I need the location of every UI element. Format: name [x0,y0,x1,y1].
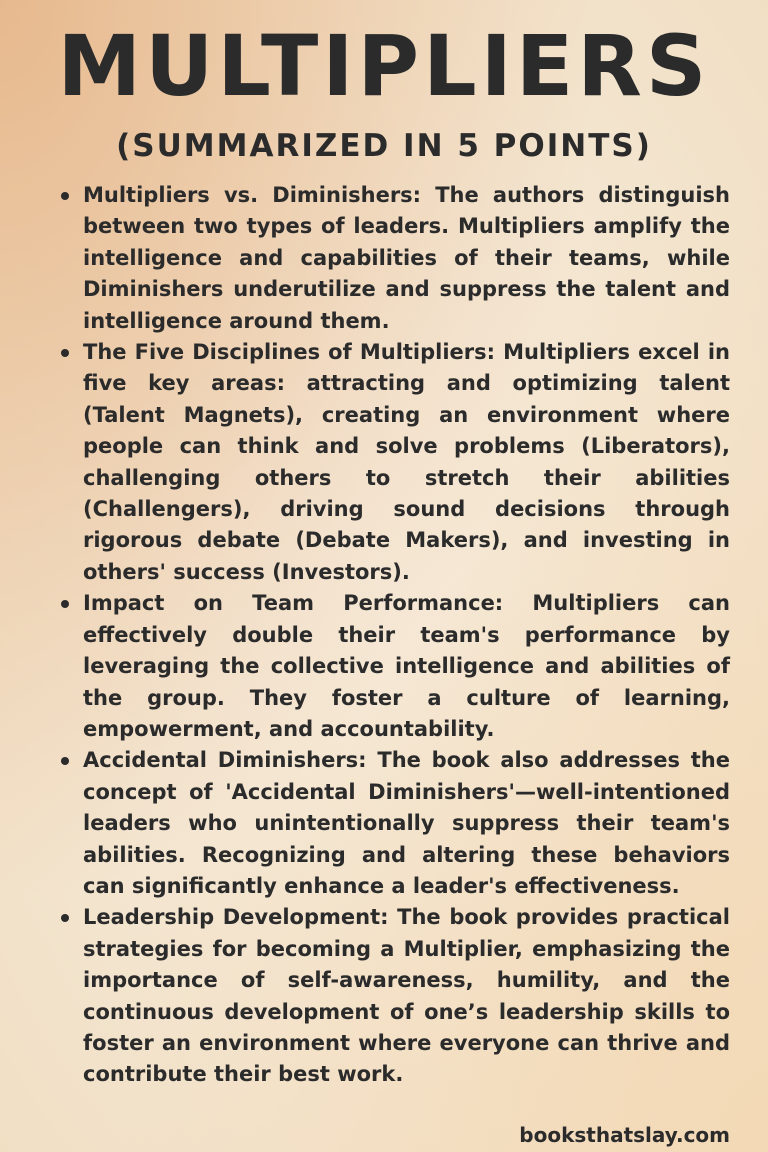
bullet-icon [61,757,69,765]
bullet-icon [61,192,69,200]
summary-points-list [58,180,730,1091]
summary-point-text: Leadership Development: The book provides practical strategies for becoming a Multiplier, emphasizing the importance of self-awareness, humility, and the continuous development of one’s leadership skills to foster an environment where everyone can thrive and contribute their best work. [83,905,730,1087]
bullet-icon [61,914,69,922]
summary-point-1 [58,180,730,337]
summary-point-text: Impact on Team Performance: Multipliers can effectively double their team's performance by leveraging the collective intelligence and abilities of the group. They foster a culture of learning, empowerment, and accountability. [83,591,730,741]
summary-point-text: Multipliers vs. Diminishers: The authors distinguish between two types of leaders. Multipliers amplify the intelligence and capabilities of their teams, while Diminishers underutilize and suppress the talent and intelligence around them. [83,183,730,333]
summary-point-text: The Five Disciplines of Multipliers: Multipliers excel in five key areas: attracting and optimizing talent (Talent Magnets), creating an environment where people can think and solve problems (Liberators), challenging others to stretch their abilities (Challengers), driving sound decisions through rigorous debate (Debate Makers), and investing in others' success (Investors). [83,340,730,584]
summary-point-3 [58,588,730,745]
summary-point-text: Accidental Diminishers: The book also addresses the concept of 'Accidental Diminishers'—well-intentioned leaders who unintentionally suppress their team's abilities. Recognizing and altering these behaviors can significantly enhance a leader's effectiveness. [83,748,730,898]
summary-point-5 [58,902,730,1090]
website-credit: booksthatslay.com [519,1123,730,1147]
page-title: MULTIPLIERS [57,17,711,115]
page-subtitle: (SUMMARIZED IN 5 POINTS) [116,128,652,164]
summary-point-2 [58,337,730,588]
bullet-icon [61,600,69,608]
bullet-icon [61,349,69,357]
summary-point-4 [58,745,730,902]
